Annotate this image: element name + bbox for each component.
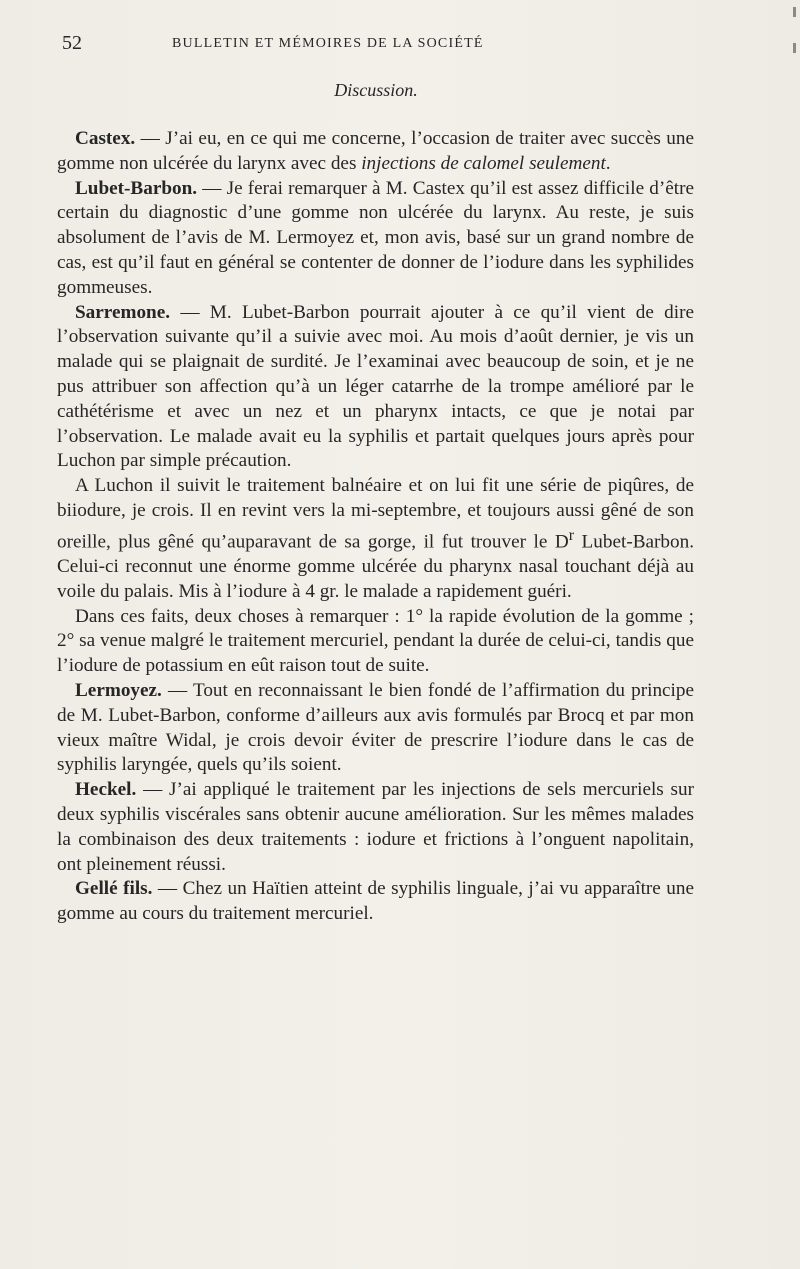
- paragraph-text: — J’ai eu, en ce qui me concerne, l’occasion de traiter avec succès une gomme non ulcérée du larynx avec des: [57, 128, 694, 174]
- running-title: BULLETIN ET MÉMOIRES DE LA SOCIÉTÉ: [172, 36, 484, 51]
- page-number: 52: [62, 32, 82, 54]
- paragraph-text: Dans ces faits, deux choses à remarquer : 1° la rapide évolution de la gomme ; 2° sa venue malgré le traitement mercuriel, pendant la durée de celui-ci, tandis que l’iodure de potassium en eût raison tout de suite.: [57, 605, 694, 677]
- paragraph-heckel: [57, 778, 694, 877]
- speaker-name: Lermoyez.: [75, 679, 162, 701]
- page-header: [62, 32, 692, 56]
- speaker-name: Heckel.: [75, 779, 137, 801]
- paragraph-text: — M. Lubet-Barbon pourrait ajouter à ce qu’il vient de dire l’observation suivante qu’il a suivie avec moi. Au mois d’août dernier, je vis un malade qui se plaignait de surdité. Je l’examinai avec beaucoup de soin, et je ne pus attribuer son affection qu’à un léger catarrhe de la trompe amélioré par le cathétérisme et avec un nez et un pharynx intacts, ce que je notai par l’observation. Le malade avait eu la syphilis et partait quelques jours après pour Luchon par simple précaution.: [57, 301, 694, 472]
- emphasis-text: injections de calomel seulement: [361, 152, 606, 174]
- speaker-name: Lubet-Barbon.: [75, 177, 198, 199]
- paragraph-text: — Je ferai remarquer à M. Castex qu’il est assez difficile d’être certain du diagnostic d’une gomme non ulcérée du larynx. Au reste, je suis absolument de l’avis de M. Lermoyez et, mon avis, basé sur un grand nombre de cas, est qu’il faut en général se contenter de donner de l’iodure dans les syphilides gommeuses.: [57, 177, 694, 298]
- page-edge-mark: [793, 7, 796, 17]
- paragraph-text: Lubet-Barbon. Celui-ci reconnut une énorme gomme ulcérée du pharynx nasal touchant déjà au voile du palais. Mis à l’iodure à 4 gr. le malade a rapidement guéri.: [57, 531, 694, 602]
- page-edge-mark: [793, 43, 796, 53]
- paragraph-text: .: [605, 152, 611, 174]
- paragraph-luchon: [57, 474, 694, 604]
- paragraph-lermoyez: [57, 679, 694, 778]
- speaker-name: Sarremone.: [75, 301, 171, 323]
- superscript-text: r: [568, 526, 575, 544]
- paragraph-text: A Luchon il suivit le traitement balnéaire et on lui fit une série de piqûres, de biiodure, je crois. Il en revint vers la mi-septembre, et toujours aussi gêné de son oreille, plus gêné qu’auparavant de sa gorge, il fut trouver le D: [57, 475, 694, 553]
- paragraph-sarremone: [57, 301, 694, 475]
- paragraph-text: — J’ai appliqué le traitement par les injections de sels mercuriels sur deux syphilis viscérales sans obtenir aucune amélioration. Sur les mêmes malades la combinaison des deux traitements : iodure et frictions à l’onguent napolitain, ont pleinement réussi.: [57, 779, 694, 875]
- paragraph-text: — Chez un Haïtien atteint de syphilis linguale, j’ai vu apparaître une gomme au cours du traitement mercuriel.: [57, 878, 694, 925]
- speaker-name: Castex.: [75, 128, 136, 149]
- paragraph-text: — Tout en reconnaissant le bien fondé de l’affirmation du principe de M. Lubet-Barbon, conforme d’ailleurs aux avis formulés par Brocq et par mon vieux maître Widal, je crois devoir éviter de prescrire l’iodure dans le cas de syphilis laryngée, quels qu’ils soient.: [57, 679, 694, 776]
- section-title: Discussion.: [334, 80, 418, 100]
- paragraph-gelle-fils: [57, 877, 694, 927]
- paragraph-castex: [57, 127, 694, 177]
- paragraph-remarks: [57, 605, 694, 679]
- speaker-name: Gellé fils.: [75, 878, 153, 900]
- discussion-text: [57, 127, 694, 927]
- paragraph-lubet-barbon: [57, 177, 694, 301]
